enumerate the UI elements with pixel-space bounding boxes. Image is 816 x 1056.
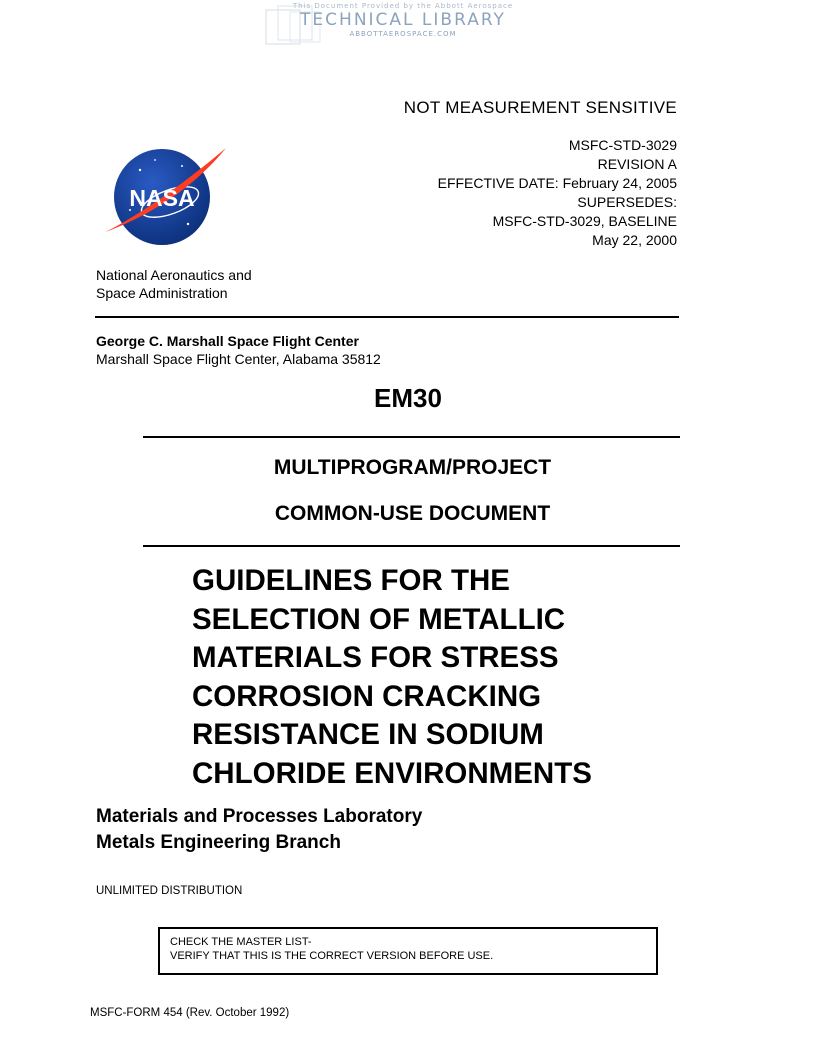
effective-date: EFFECTIVE DATE: February 24, 2005 xyxy=(437,175,677,191)
supersedes-date: May 22, 2000 xyxy=(592,232,677,248)
title-line: RESISTANCE IN SODIUM xyxy=(192,718,544,751)
divider-rule xyxy=(143,436,680,438)
notice-line-1: CHECK THE MASTER LIST- xyxy=(170,936,312,948)
divider-rule xyxy=(143,545,680,547)
office-code: EM30 xyxy=(374,383,442,413)
title-line: CORROSION CRACKING xyxy=(192,679,542,713)
nasa-logo xyxy=(100,140,230,250)
watermark-provided-by: This Document Provided by the Abbott Aerospace xyxy=(292,2,514,10)
revision: REVISION A xyxy=(597,156,677,172)
standard-number: MSFC-STD-3029 xyxy=(568,137,677,153)
abbott-watermark xyxy=(248,0,558,50)
program-line-1: MULTIPROGRAM/PROJECT xyxy=(273,456,552,479)
agency-name xyxy=(96,266,252,302)
agency-line-2: Space Administration xyxy=(96,285,228,301)
supersedes-label: SUPERSEDES: xyxy=(577,194,677,210)
divider-rule xyxy=(95,316,679,318)
center-name: George C. Marshall Space Flight Center xyxy=(96,333,359,349)
notice-line-2: VERIFY THAT THIS IS THE CORRECT VERSION BEFORE USE. xyxy=(170,950,494,962)
nasa-logo-text: NASA xyxy=(129,185,195,211)
title-line: SELECTION OF METALLIC xyxy=(192,602,566,636)
title-line: CHLORIDE ENVIRONMENTS xyxy=(192,756,592,790)
program-line-2: COMMON-USE DOCUMENT xyxy=(274,502,551,525)
laboratory-name: Materials and Processes Laboratory xyxy=(96,806,423,827)
form-number: MSFC-FORM 454 (Rev. October 1992) xyxy=(90,1007,290,1019)
distribution-statement: UNLIMITED DISTRIBUTION xyxy=(96,885,243,897)
branch-name: Metals Engineering Branch xyxy=(96,832,341,853)
watermark-title: TECHNICAL LIBRARY xyxy=(300,10,506,30)
master-list-notice xyxy=(158,927,658,975)
watermark-url: ABBOTTAEROSPACE.COM xyxy=(349,30,457,38)
title-line: MATERIALS FOR STRESS xyxy=(192,641,559,674)
title-line: GUIDELINES FOR THE xyxy=(192,564,510,597)
measurement-status: NOT MEASUREMENT SENSITIVE xyxy=(403,98,677,117)
laboratory-block xyxy=(96,804,422,856)
document-title xyxy=(192,562,692,793)
supersedes-document: MSFC-STD-3029, BASELINE xyxy=(492,213,677,229)
center-address: Marshall Space Flight Center, Alabama 35812 xyxy=(96,351,381,367)
agency-line-1: National Aeronautics and xyxy=(96,267,252,283)
document-info-block xyxy=(438,136,677,250)
